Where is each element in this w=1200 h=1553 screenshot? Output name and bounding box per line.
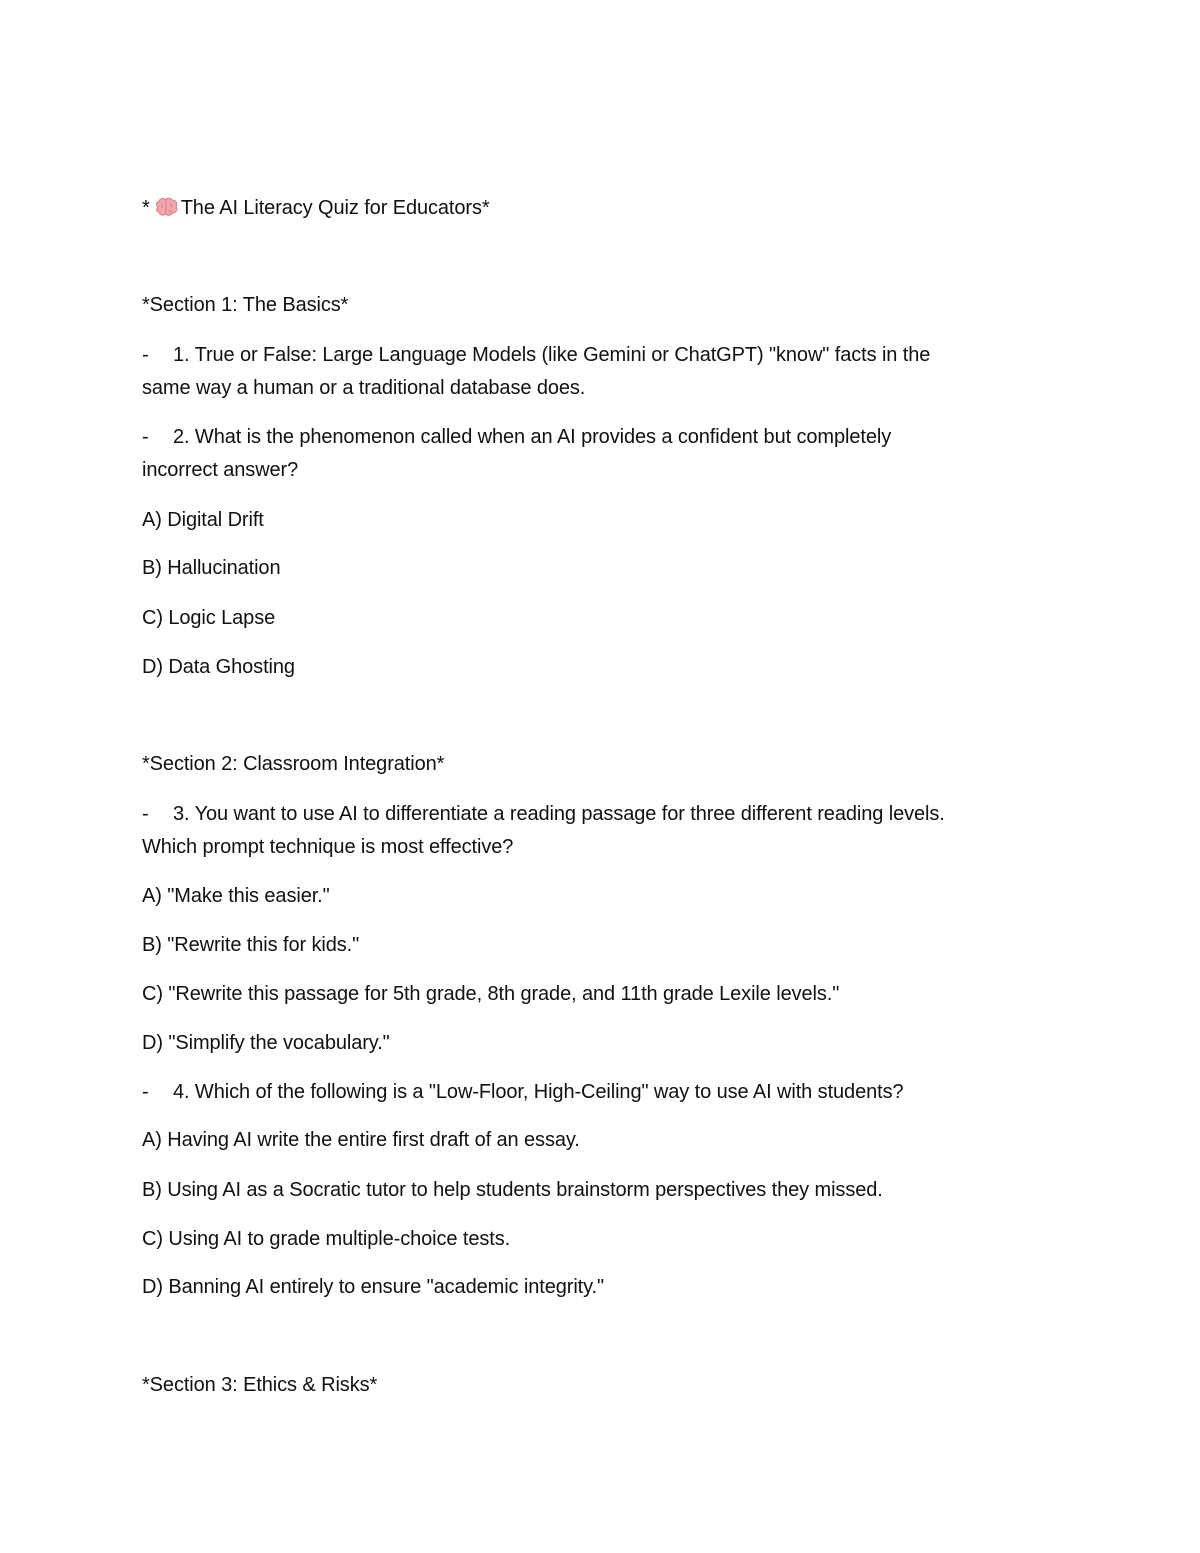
question-2-text: 2. What is the phenomenon called when an AI provides a confident but completely — [173, 426, 892, 448]
question-2-option-c: C) Logic Lapse — [142, 607, 276, 629]
question-1-text: 1. True or False: Large Language Models (like Gemini or ChatGPT) "know" facts in the — [173, 344, 931, 366]
question-2-option-d: D) Data Ghosting — [142, 656, 295, 678]
question-2-option-a: A) Digital Drift — [142, 509, 264, 531]
question-3-text: 3. You want to use AI to differentiate a reading passage for three different reading levels. — [173, 803, 945, 825]
question-1-line-2: same way a human or a traditional database does. — [142, 377, 586, 399]
question-4-text: 4. Which of the following is a "Low-Floor, High-Ceiling" way to use AI with students? — [173, 1081, 904, 1103]
question-3-option-c: C) "Rewrite this passage for 5th grade, 8th grade, and 11th grade Lexile levels." — [142, 983, 840, 1005]
question-4-option-c: C) Using AI to grade multiple-choice tests. — [142, 1228, 511, 1250]
section-1-heading: *Section 1: The Basics* — [142, 294, 349, 316]
document-title — [142, 192, 490, 225]
title-prefix: * — [142, 197, 150, 219]
question-3-option-a: A) "Make this easier." — [142, 885, 330, 907]
question-3-option-d: D) "Simplify the vocabulary." — [142, 1032, 390, 1054]
question-3-line-1 — [142, 798, 945, 831]
brain-icon — [154, 197, 179, 217]
question-4-line-1 — [142, 1076, 904, 1109]
bullet-dash: - — [142, 344, 149, 366]
bullet-dash: - — [142, 1081, 149, 1103]
question-1-line-1 — [142, 339, 930, 372]
question-2-option-b: B) Hallucination — [142, 557, 281, 579]
section-2-heading: *Section 2: Classroom Integration* — [142, 753, 445, 775]
question-4-option-d: D) Banning AI entirely to ensure "academic integrity." — [142, 1276, 604, 1298]
question-2-line-1 — [142, 421, 891, 454]
question-2-line-2: incorrect answer? — [142, 459, 299, 481]
question-3-line-2: Which prompt technique is most effective? — [142, 836, 514, 858]
question-3-option-b: B) "Rewrite this for kids." — [142, 934, 360, 956]
question-4-option-a: A) Having AI write the entire first draft of an essay. — [142, 1129, 580, 1151]
bullet-dash: - — [142, 803, 149, 825]
question-4-option-b: B) Using AI as a Socratic tutor to help students brainstorm perspectives they missed. — [142, 1179, 883, 1201]
bullet-dash: - — [142, 426, 149, 448]
title-text: The AI Literacy Quiz for Educators* — [180, 197, 490, 219]
section-3-heading: *Section 3: Ethics & Risks* — [142, 1374, 378, 1396]
